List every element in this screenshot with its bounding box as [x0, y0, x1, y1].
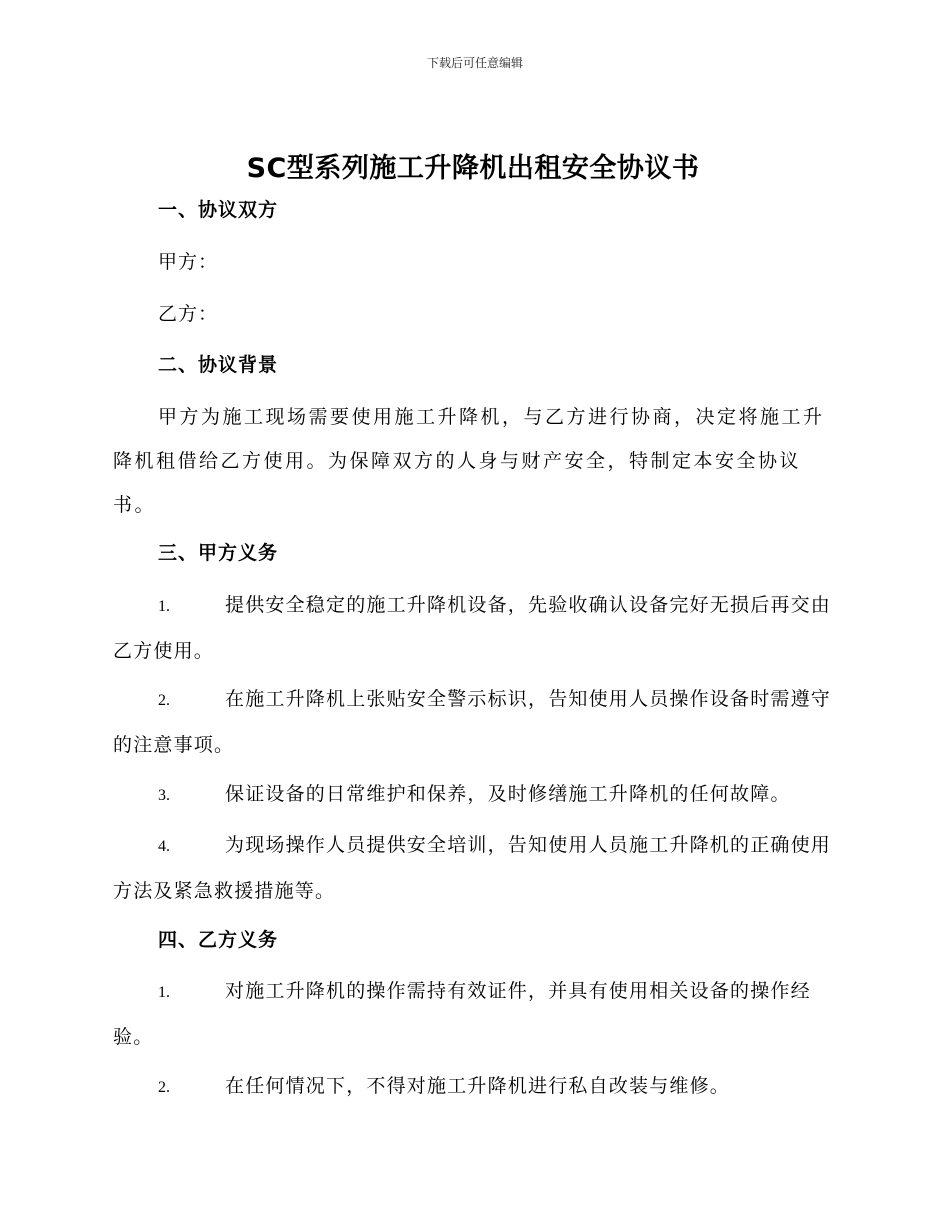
list-item-number: 1. — [158, 598, 170, 615]
list-item — [113, 583, 833, 673]
list-item — [113, 969, 833, 1059]
list-item-text: 提供安全稳定的施工升降机设备，先验收确认设备完好无损后再交由乙方使用。 — [113, 594, 832, 662]
list-item-text: 保证设备的日常维护和保养，及时修缮施工升降机的任何故障。 — [225, 783, 791, 805]
list-item-text: 在任何情况下，不得对施工升降机进行私自改装与维修。 — [225, 1075, 731, 1097]
party-a-line: 甲方： — [158, 251, 219, 273]
list-item-number: 1. — [158, 984, 170, 1001]
list-item-number: 2. — [158, 692, 170, 709]
list-item-number: 2. — [158, 1079, 170, 1096]
list-item-number: 4. — [158, 838, 170, 855]
header-note: 下载后可任意编辑 — [426, 56, 523, 70]
list-item-text: 对施工升降机的操作需持有效证件，并具有使用相关设备的操作经验。 — [113, 980, 811, 1048]
list-item — [113, 677, 833, 767]
background-paragraph: 甲方为施工现场需要使用施工升降机，与乙方进行协商，决定将施工升降机租借给乙方使用。为保障双方的人身与财产安全，特制定本安全协议书。 — [113, 406, 825, 516]
list-item — [113, 823, 833, 913]
list-item-text: 为现场操作人员提供安全培训，告知使用人员施工升降机的正确使用方法及紧急救援措施等。 — [113, 834, 832, 902]
list-item — [113, 1064, 833, 1110]
section-heading-party-b-duties: 四、乙方义务 — [158, 929, 279, 951]
list-item — [113, 772, 833, 818]
section-heading-party-a-duties: 三、甲方义务 — [158, 542, 279, 564]
section-heading-parties: 一、协议双方 — [158, 199, 279, 221]
section-heading-background: 二、协议背景 — [158, 354, 279, 376]
party-b-line: 乙方： — [158, 303, 219, 325]
list-item-text: 在施工升降机上张贴安全警示标识，告知使用人员操作设备时需遵守的注意事项。 — [113, 688, 832, 756]
list-item-number: 3. — [158, 787, 170, 804]
document-title: SC型系列施工升降机出租安全协议书 — [246, 153, 700, 184]
